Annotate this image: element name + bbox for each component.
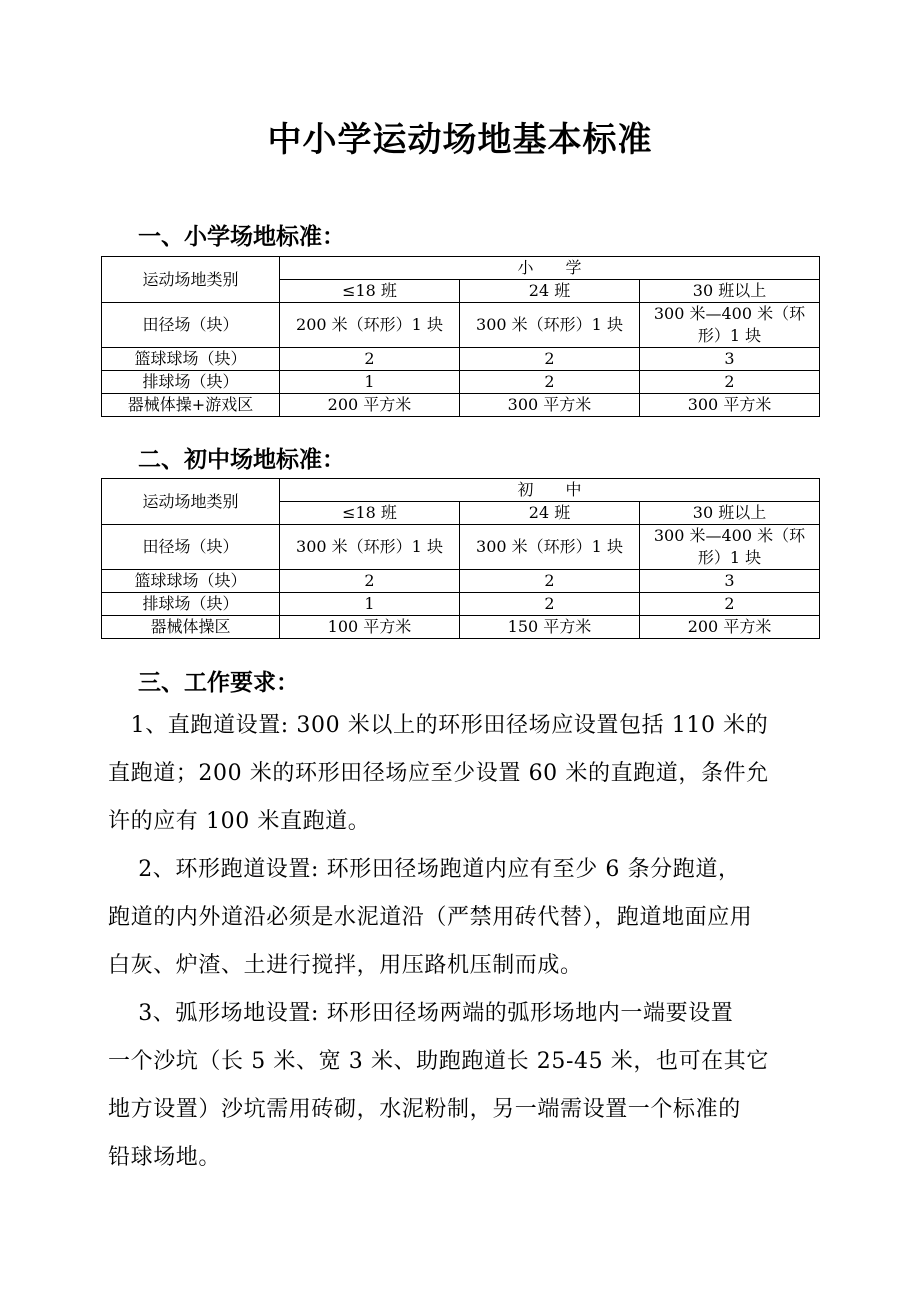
table-cell: 2 <box>460 348 640 371</box>
column-header: 30 班以上 <box>640 280 820 303</box>
section1-heading: 一、小学场地标准： <box>138 224 345 250</box>
paragraph-line: 一个沙坑（长 5 米、宽 3 米、助跑跑道长 25-45 米，也可在其它 <box>108 1049 769 1074</box>
row-label: 篮球球场（块） <box>102 570 280 593</box>
table-row <box>102 303 820 348</box>
paragraph-line: 1、直跑道设置: 300 米以上的环形田径场应设置包括 110 米的 <box>108 713 769 738</box>
requirement-paragraph-2 <box>108 846 812 990</box>
table-cell: 3 <box>640 348 820 371</box>
paragraph-line: 3、弧形场地设置: 环形田径场两端的弧形场地内一端要设置 <box>108 1001 734 1026</box>
table-cell: 2 <box>460 570 640 593</box>
row-label: 田径场（块） <box>102 525 280 570</box>
group-header: 初 中 <box>280 479 820 502</box>
table-cell: 150 平方米 <box>460 616 640 639</box>
paragraph-line: 2、环形跑道设置: 环形田径场跑道内应有至少 6 条分跑道， <box>108 857 741 882</box>
table-cell: 2 <box>460 371 640 394</box>
paragraph-line: 跑道的内外道沿必须是水泥道沿（严禁用砖代替），跑道地面应用 <box>108 905 753 930</box>
table-row <box>102 394 820 417</box>
column-header: 24 班 <box>460 502 640 525</box>
table-cell: 300 平方米 <box>460 394 640 417</box>
table-row <box>102 348 820 371</box>
table-cell: 2 <box>640 371 820 394</box>
table-cell: 200 平方米 <box>640 616 820 639</box>
row-label: 器械体操区 <box>102 616 280 639</box>
column-header: ≤18 班 <box>280 502 460 525</box>
category-header: 运动场地类别 <box>102 479 280 525</box>
row-label: 田径场（块） <box>102 303 280 348</box>
table-cell: 300 米—400 米（环形）1 块 <box>640 303 820 348</box>
category-header: 运动场地类别 <box>102 257 280 303</box>
table-cell: 200 平方米 <box>280 394 460 417</box>
table-row <box>102 570 820 593</box>
column-header: ≤18 班 <box>280 280 460 303</box>
table-cell: 300 米—400 米（环形）1 块 <box>640 525 820 570</box>
table-cell: 2 <box>280 570 460 593</box>
table-cell: 300 米（环形）1 块 <box>280 525 460 570</box>
table-row <box>102 593 820 616</box>
section3-heading: 三、工作要求： <box>138 670 299 696</box>
requirement-paragraph-3 <box>108 990 812 1182</box>
row-label: 排球场（块） <box>102 371 280 394</box>
table-cell: 300 米（环形）1 块 <box>460 303 640 348</box>
paragraph-line: 许的应有 100 米直跑道。 <box>108 809 371 834</box>
paragraph-line: 白灰、炉渣、土进行搅拌，用压路机压制而成。 <box>108 953 583 978</box>
table-cell: 1 <box>280 371 460 394</box>
row-label: 排球场（块） <box>102 593 280 616</box>
table-cell: 3 <box>640 570 820 593</box>
table-cell: 100 平方米 <box>280 616 460 639</box>
table-cell: 300 平方米 <box>640 394 820 417</box>
table-row <box>102 616 820 639</box>
group-header: 小 学 <box>280 257 820 280</box>
table-cell: 2 <box>280 348 460 371</box>
paragraph-line: 直跑道；200 米的环形田径场应至少设置 60 米的直跑道，条件允 <box>108 761 769 786</box>
paragraph-line: 铅球场地。 <box>108 1145 222 1170</box>
column-header: 24 班 <box>460 280 640 303</box>
section2-heading: 二、初中场地标准： <box>138 447 345 473</box>
primary-school-table <box>101 256 820 417</box>
table-cell: 300 米（环形）1 块 <box>460 525 640 570</box>
column-header: 30 班以上 <box>640 502 820 525</box>
paragraph-line: 地方设置）沙坑需用砖砌，水泥粉制，另一端需设置一个标准的 <box>108 1097 741 1122</box>
row-label: 器械体操+游戏区 <box>102 394 280 417</box>
table-cell: 2 <box>460 593 640 616</box>
page-title: 中小学运动场地基本标准 <box>267 120 653 160</box>
table-cell: 2 <box>640 593 820 616</box>
requirement-paragraph-1 <box>108 702 812 846</box>
table-row <box>102 525 820 570</box>
table-cell: 1 <box>280 593 460 616</box>
table-cell: 200 米（环形）1 块 <box>280 303 460 348</box>
middle-school-table <box>101 478 820 639</box>
row-label: 篮球球场（块） <box>102 348 280 371</box>
table-row <box>102 371 820 394</box>
